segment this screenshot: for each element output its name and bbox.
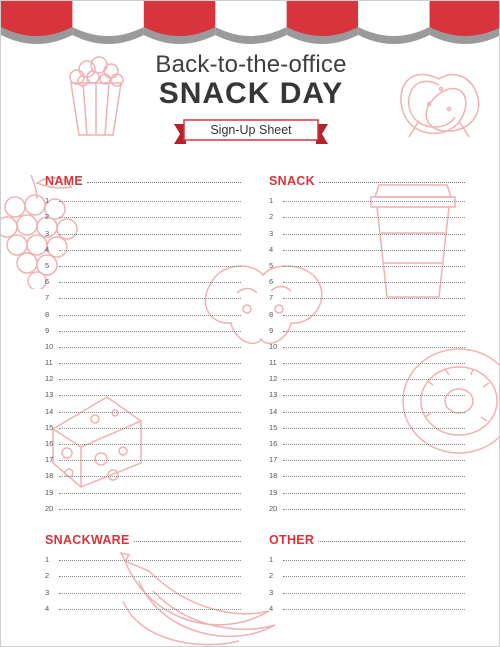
row-number: 3 [45,228,50,238]
signup-row [269,597,465,613]
signup-row [45,189,241,205]
signup-row [45,335,241,351]
signup-row [269,448,465,464]
row-number: 12 [269,374,278,384]
write-in-line [283,282,465,283]
write-in-line [283,234,465,235]
write-in-line [283,476,465,477]
other-rows [269,548,465,613]
write-in-line [283,379,465,380]
row-number: 20 [45,503,54,513]
signup-row [269,221,465,237]
signup-row [269,548,465,564]
row-number: 3 [269,587,274,597]
row-number: 7 [45,293,50,303]
write-in-line [283,331,465,332]
row-number: 2 [269,571,274,581]
title-line-2: SNACK DAY [158,77,344,110]
row-number: 8 [45,309,50,319]
signup-row [269,480,465,496]
awning-scallop [215,1,286,36]
signup-row [45,221,241,237]
row-number: 7 [269,293,274,303]
signup-row [269,335,465,351]
signup-row [45,580,241,596]
row-number: 5 [45,260,50,270]
write-in-line [59,379,241,380]
row-number: 4 [45,603,50,613]
name-section [45,173,241,513]
row-number: 19 [269,487,278,497]
write-in-line [59,250,241,251]
row-number: 8 [269,309,274,319]
row-number: 17 [269,455,278,465]
write-in-line [283,509,465,510]
write-in-line [283,560,465,561]
signup-row [45,497,241,513]
row-number: 4 [45,244,50,254]
signup-row [45,286,241,302]
signup-row [269,254,465,270]
signup-row [45,448,241,464]
awning-scallop [287,1,358,36]
write-in-line [283,250,465,251]
signup-row [45,464,241,480]
write-in-line [59,315,241,316]
signup-row [45,432,241,448]
row-number: 16 [45,439,54,448]
snackware-rows [45,548,241,613]
signup-row [45,399,241,415]
snackware-section-header [45,532,241,548]
row-number: 9 [269,325,274,335]
row-number: 15 [45,422,54,432]
row-number: 1 [45,196,50,206]
signup-row [45,319,241,335]
row-number: 13 [269,390,278,400]
snack-section-header [269,173,465,189]
write-in-line [59,444,241,445]
write-in-line [59,234,241,235]
row-number: 16 [269,439,278,448]
signup-row [45,416,241,432]
write-in-line [59,331,241,332]
write-in-line [59,412,241,413]
ribbon-label: Sign-Up Sheet [210,123,292,137]
signup-row [45,548,241,564]
write-in-line [59,576,241,577]
row-number: 2 [45,212,50,222]
write-in-line [283,266,465,267]
row-number: 19 [45,487,54,497]
write-in-line [59,395,241,396]
row-number: 1 [269,555,274,565]
write-in-line [59,298,241,299]
write-in-line [59,428,241,429]
write-in-line [59,493,241,494]
write-in-line [59,363,241,364]
name-section-header [45,173,241,189]
write-in-line [283,576,465,577]
awning-scallop [430,1,500,36]
signup-row [45,238,241,254]
write-in-line [59,347,241,348]
signup-row [45,597,241,613]
row-number: 9 [45,325,50,335]
row-number: 10 [45,341,54,351]
row-number: 6 [269,277,274,287]
awning-scallop [72,1,143,36]
signup-row [269,319,465,335]
row-number: 11 [45,358,53,368]
row-number: 5 [269,260,274,270]
row-number: 18 [45,471,54,481]
write-in-line [59,201,241,202]
sign-up-ribbon [172,118,330,146]
write-in-line [59,266,241,267]
row-number: 14 [45,406,54,416]
signup-row [45,270,241,286]
write-in-line [59,217,241,218]
signup-row [269,238,465,254]
row-number: 4 [269,244,274,254]
write-in-line [283,315,465,316]
awning-scallop [358,1,429,36]
signup-row [45,205,241,221]
signup-row [45,367,241,383]
signup-row [45,351,241,367]
name-section-title: NAME [45,174,84,188]
signup-row [269,302,465,318]
header-dotted-line [134,541,241,542]
row-number: 1 [45,555,50,565]
write-in-line [283,298,465,299]
row-number: 3 [45,587,50,597]
other-section [269,532,465,613]
write-in-line [283,609,465,610]
write-in-line [59,282,241,283]
signup-row [269,205,465,221]
write-in-line [283,428,465,429]
write-in-line [283,201,465,202]
signup-row [269,464,465,480]
write-in-line [283,395,465,396]
signup-row [269,270,465,286]
row-number: 6 [45,277,50,287]
signup-row [269,564,465,580]
other-section-header [269,532,465,548]
signup-row [45,383,241,399]
signup-row [269,580,465,596]
write-in-line [283,347,465,348]
row-number: 11 [269,358,277,368]
row-number: 20 [269,503,278,513]
awning-scallop [1,1,72,36]
header-dotted-line [318,541,465,542]
signup-row [269,189,465,205]
header-dotted-line [87,182,241,183]
write-in-line [283,493,465,494]
awning-banner [1,1,500,51]
write-in-line [283,217,465,218]
name-rows [45,189,241,513]
title-line-1: Back-to-the-office [155,51,347,78]
signup-row [45,480,241,496]
other-section-title: OTHER [269,533,315,547]
row-number: 4 [269,603,274,613]
row-number: 13 [45,390,54,400]
write-in-line [283,460,465,461]
write-in-line [59,593,241,594]
write-in-line [59,560,241,561]
signup-row [269,497,465,513]
row-number: 14 [269,406,278,416]
signup-row [45,254,241,270]
row-number: 2 [45,571,50,581]
row-number: 2 [269,212,274,222]
signup-row [45,564,241,580]
row-number: 12 [45,374,54,384]
snack-rows [269,189,465,513]
signup-row [269,351,465,367]
write-in-line [59,476,241,477]
signup-row [269,367,465,383]
snack-section-title: SNACK [269,174,315,188]
row-number: 3 [269,228,274,238]
write-in-line [59,609,241,610]
write-in-line [59,509,241,510]
signup-row [269,383,465,399]
signup-row [269,399,465,415]
write-in-line [283,363,465,364]
write-in-line [59,460,241,461]
row-number: 1 [269,196,274,206]
signup-row [269,416,465,432]
snackware-section [45,532,241,613]
snack-section [269,173,465,513]
header-dotted-line [319,182,465,183]
signup-row [45,302,241,318]
row-number: 15 [269,422,278,432]
write-in-line [283,444,465,445]
signup-row [269,286,465,302]
write-in-line [283,593,465,594]
write-in-line [283,412,465,413]
snackware-section-title: SNACKWARE [45,533,130,547]
signup-row [269,432,465,448]
awning-scallop [144,1,215,36]
row-number: 10 [269,341,278,351]
row-number: 17 [45,455,54,465]
row-number: 18 [269,471,278,481]
